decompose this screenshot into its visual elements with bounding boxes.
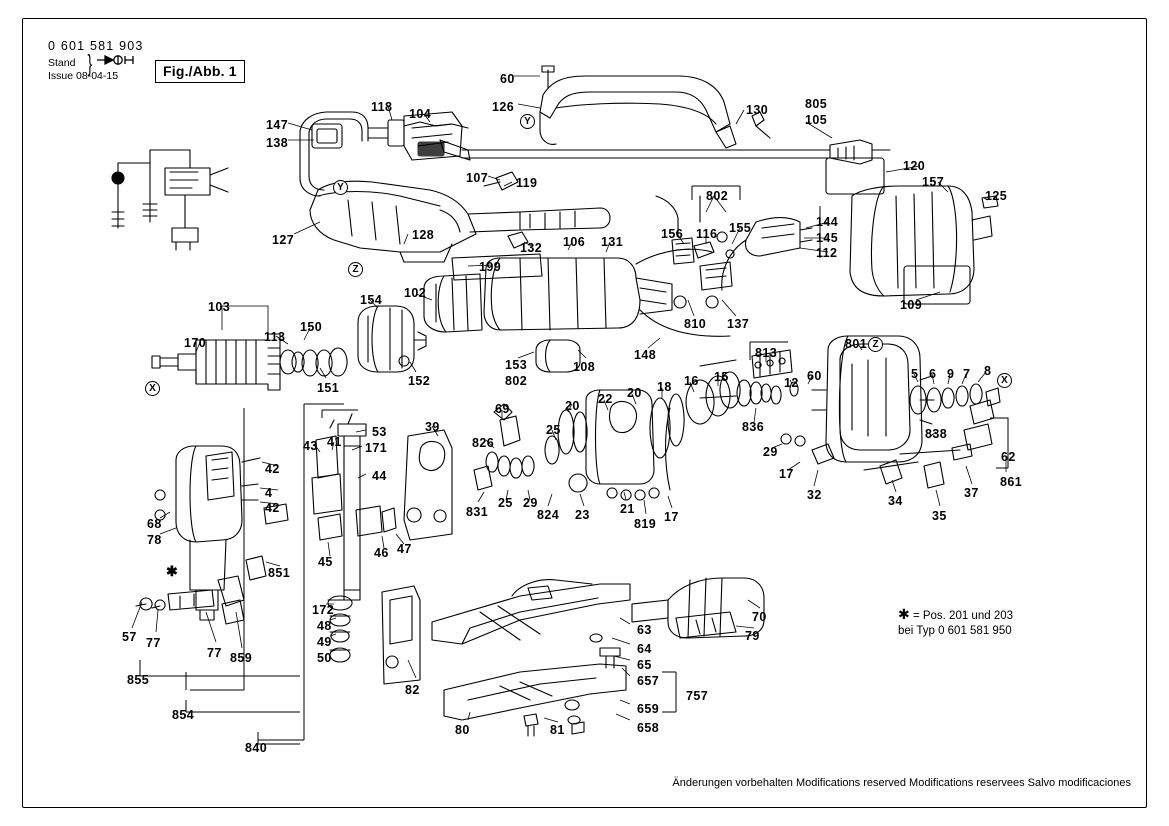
callout-53-62: 53 <box>372 425 387 439</box>
callout-80-114: 80 <box>455 723 470 737</box>
callout-861-71: 861 <box>1000 475 1023 489</box>
callout-106-24: 106 <box>563 235 586 249</box>
callout-29-68: 29 <box>763 445 778 459</box>
callout-132-23: 132 <box>520 241 543 255</box>
callout-156-15: 156 <box>661 227 684 241</box>
callout-17-82: 17 <box>664 510 679 524</box>
callout-148-39: 148 <box>634 348 657 362</box>
callout-45-89: 45 <box>318 555 333 569</box>
callout-20-51: 20 <box>565 399 580 413</box>
legal-notice: Änderungen vorbehalten Modifications reserved Modifications reservees Salvo modificaciones <box>672 776 1131 789</box>
callout-65-109: 65 <box>637 658 652 672</box>
circled-letter-y2: Y <box>520 114 535 129</box>
circled-letter-z: Z <box>348 262 363 277</box>
callout-199-26: 199 <box>479 260 502 274</box>
callout-138-8: 138 <box>266 136 289 150</box>
callout-152-35: 152 <box>408 374 431 388</box>
callout-35-85: 35 <box>932 509 947 523</box>
callout-859-102: 859 <box>230 651 253 665</box>
circled-letter-x: X <box>145 381 160 396</box>
stand-label: Stand <box>48 57 76 69</box>
callout-150-33: 150 <box>300 320 323 334</box>
callout-120-9: 120 <box>903 159 926 173</box>
callout-82-106: 82 <box>405 683 420 697</box>
callout-802-14: 802 <box>706 189 729 203</box>
callout-126-1: 126 <box>492 100 515 114</box>
callout-78-88: 78 <box>147 533 162 547</box>
callout-171-63: 171 <box>365 441 388 455</box>
callout-658-112: 658 <box>637 721 660 735</box>
callout-49-97: 49 <box>317 635 332 649</box>
callout-145-19: 145 <box>816 231 839 245</box>
callout-802-37: 802 <box>505 374 528 388</box>
callout-840-105: 840 <box>245 741 268 755</box>
header-brace-icon: } <box>87 50 93 76</box>
callout-46-90: 46 <box>374 546 389 560</box>
callout-805-3: 805 <box>805 97 828 111</box>
callout-108-38: 108 <box>573 360 596 374</box>
callout-16-55: 16 <box>684 374 699 388</box>
footnote-line-1: = Pos. 201 und 203 <box>912 610 1014 622</box>
callout-18-54: 18 <box>657 380 672 394</box>
issue-date: 08-04-15 <box>76 70 119 82</box>
callout-757-113: 757 <box>686 689 709 703</box>
callout-39-61: 39 <box>425 420 440 434</box>
callout-119-13: 119 <box>516 176 538 190</box>
callout-42-72: 42 <box>265 462 280 476</box>
callout-32-83: 32 <box>807 488 822 502</box>
callout-29-77: 29 <box>523 496 538 510</box>
callout-131-25: 131 <box>601 235 624 249</box>
callout-855-103: 855 <box>127 673 150 687</box>
callout-6-45: 6 <box>929 367 937 381</box>
callout-5-44: 5 <box>911 367 919 381</box>
callout-831-75: 831 <box>466 505 489 519</box>
callout-819-81: 819 <box>634 517 657 531</box>
callout-37-86: 37 <box>964 486 979 500</box>
callout-116-16: 116 <box>696 227 718 241</box>
callout-838-67: 838 <box>925 427 948 441</box>
callout-77-101: 77 <box>207 646 222 660</box>
callout-113-32: 113 <box>264 330 286 344</box>
callout-25-60: 25 <box>546 423 561 437</box>
callout-157-10: 157 <box>922 175 945 189</box>
callout-854-104: 854 <box>172 708 195 722</box>
callout-68-87: 68 <box>147 517 162 531</box>
callout-127-21: 127 <box>272 233 295 247</box>
callout-836-57: 836 <box>742 420 765 434</box>
callout-34-84: 34 <box>888 494 903 508</box>
callout-147-7: 147 <box>266 118 289 132</box>
callout-102-30: 102 <box>404 286 427 300</box>
callout-15-56: 15 <box>714 370 729 384</box>
callout-12-49: 12 <box>784 376 799 390</box>
callout-105-4: 105 <box>805 113 828 127</box>
figure-label: Fig./Abb. 1 <box>155 60 245 83</box>
callout-7-47: 7 <box>963 367 971 381</box>
callout-8-48: 8 <box>984 364 992 378</box>
callout-826-59: 826 <box>472 436 495 450</box>
callout-810-40: 810 <box>684 317 707 331</box>
callout-20-53: 20 <box>627 386 642 400</box>
callout-60-50: 60 <box>807 369 822 383</box>
callout-81-115: 81 <box>550 723 565 737</box>
callout-50-98: 50 <box>317 651 332 665</box>
callout-824-78: 824 <box>537 508 560 522</box>
callout-151-34: 151 <box>317 381 340 395</box>
callout-47-91: 47 <box>397 542 412 556</box>
callout-21-80: 21 <box>620 502 635 516</box>
callout-118-5: 118 <box>371 100 393 114</box>
part-number: 0 601 581 903 <box>48 39 144 53</box>
callout-9-46: 9 <box>947 367 955 381</box>
callout-128-22: 128 <box>412 228 435 242</box>
callout-77-100: 77 <box>146 636 161 650</box>
callout-154-29: 154 <box>360 293 383 307</box>
callout-42-74: 42 <box>265 501 280 515</box>
page-border <box>22 18 1147 808</box>
callout-48-96: 48 <box>317 619 332 633</box>
callout-170-31: 170 <box>184 336 207 350</box>
callout-659-111: 659 <box>637 702 660 716</box>
callout-64-108: 64 <box>637 642 652 656</box>
callout-172-95: 172 <box>312 603 335 617</box>
issue-row <box>48 70 144 83</box>
callout-155-17: 155 <box>729 221 752 235</box>
asterisk-mark: ✱ <box>166 563 179 579</box>
callout-17-69: 17 <box>779 467 794 481</box>
callout-23-79: 23 <box>575 508 590 522</box>
callout-130-2: 130 <box>746 103 769 117</box>
callout-79-94: 79 <box>745 629 760 643</box>
callout-107-12: 107 <box>466 171 489 185</box>
callout-137-41: 137 <box>727 317 750 331</box>
callout-69-58: 69 <box>495 402 510 416</box>
callout-41-65: 41 <box>327 435 342 449</box>
callout-125-11: 125 <box>985 189 1008 203</box>
circled-letter-z2: Z <box>868 337 883 352</box>
callout-801-43: 801 <box>845 337 868 351</box>
circled-letter-x2: X <box>997 373 1012 388</box>
callout-657-110: 657 <box>637 674 660 688</box>
callout-112-20: 112 <box>816 246 838 260</box>
callout-813-42: 813 <box>755 346 778 360</box>
callout-43-64: 43 <box>303 439 318 453</box>
callout-851-92: 851 <box>268 566 291 580</box>
callout-57-99: 57 <box>122 630 137 644</box>
callout-144-18: 144 <box>816 215 839 229</box>
bosch-mark-icon <box>95 53 141 67</box>
callout-25-76: 25 <box>498 496 513 510</box>
callout-44-66: 44 <box>372 469 387 483</box>
callout-109-27: 109 <box>900 298 923 312</box>
circled-letter-y: Y <box>333 180 348 195</box>
footnote-line-2: bei Typ 0 601 581 950 <box>898 625 1012 637</box>
asterisk-icon: ✱ <box>898 606 910 622</box>
callout-63-107: 63 <box>637 623 652 637</box>
callout-22-52: 22 <box>598 392 613 406</box>
callout-104-6: 104 <box>409 107 432 121</box>
callout-4-73: 4 <box>265 486 273 500</box>
callout-70-93: 70 <box>752 610 767 624</box>
callout-153-36: 153 <box>505 358 528 372</box>
issue-label: Issue <box>48 70 74 82</box>
callout-60-0: 60 <box>500 72 515 86</box>
callout-62-70: 62 <box>1001 450 1016 464</box>
callout-103-28: 103 <box>208 300 231 314</box>
footnote-star-note <box>898 608 1013 639</box>
